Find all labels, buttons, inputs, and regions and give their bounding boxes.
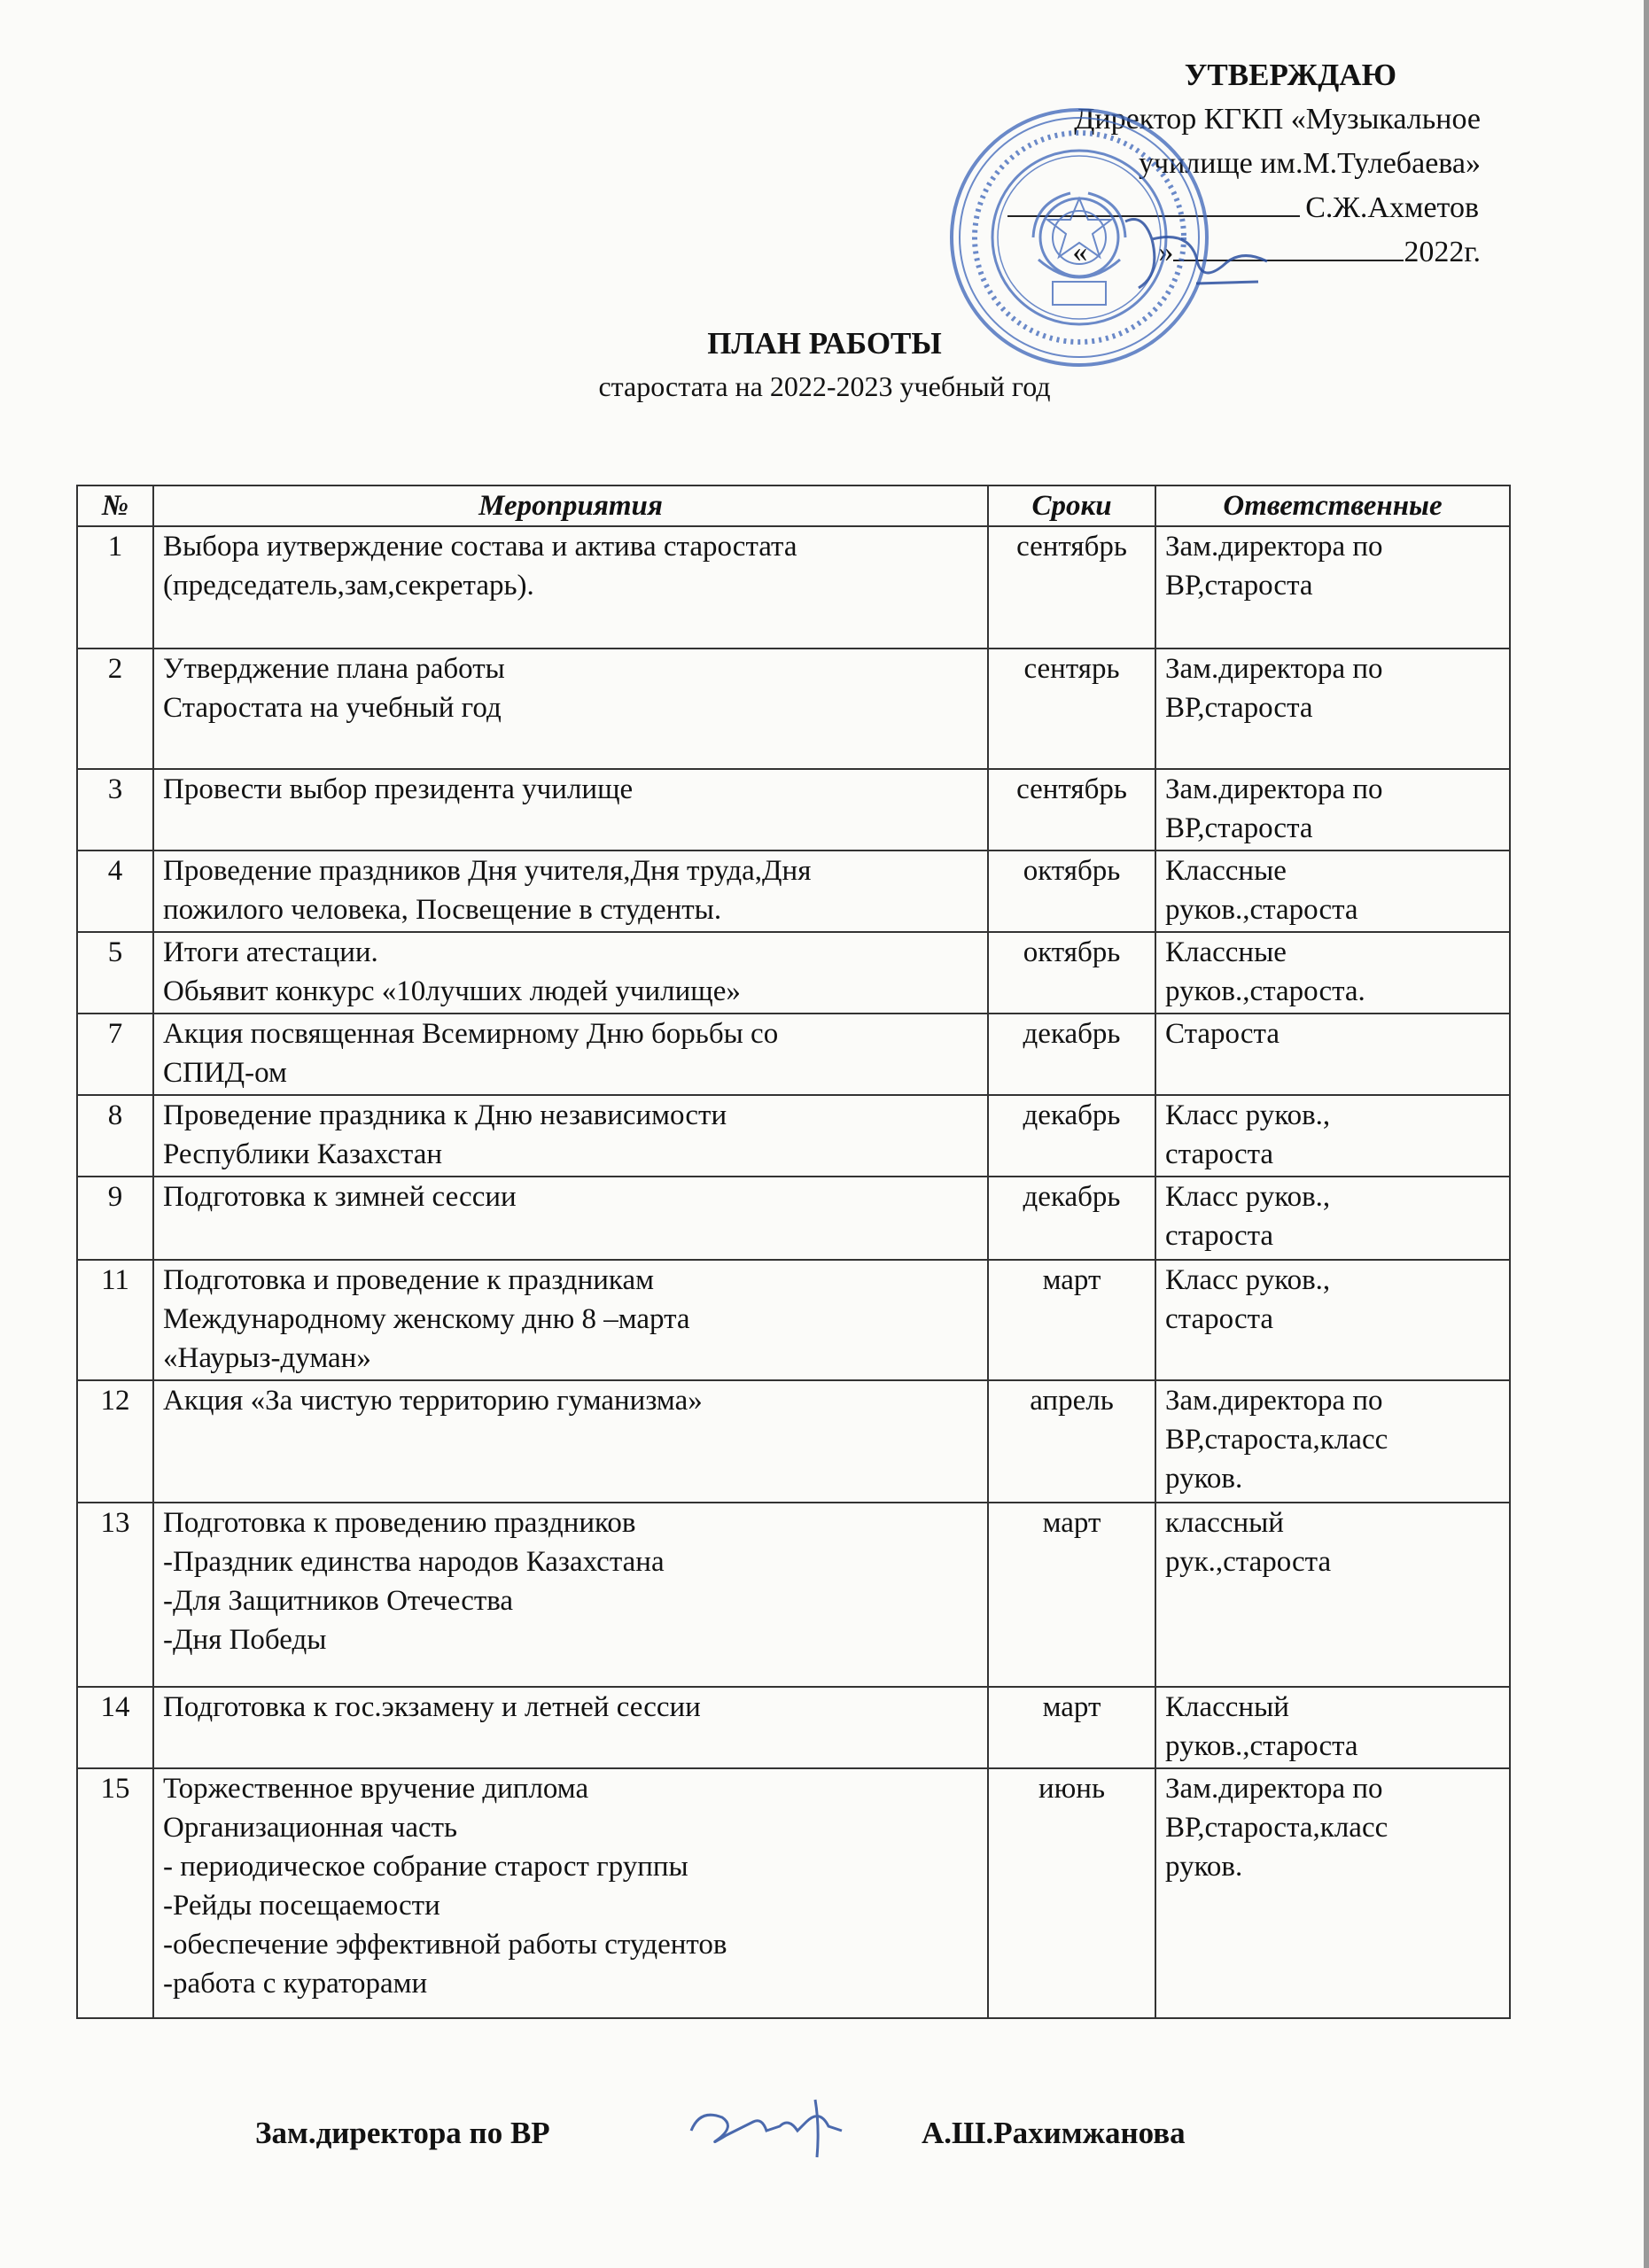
table-row (77, 1260, 1510, 1380)
cell-responsible: Зам.директора по ВР,староста (1155, 769, 1510, 850)
cell-responsible: Староста (1155, 1014, 1510, 1095)
cell-event: Торжественное вручение диплома Организационная часть - периодическое собрание старост группы -Рейды посещаемости -обеспечение эффективной работы студентов -работа с кураторами (153, 1768, 988, 2018)
table-row (77, 1177, 1510, 1260)
cell-responsible: Класс руков., староста (1155, 1260, 1510, 1380)
table-row (77, 1014, 1510, 1095)
cell-num: 13 (77, 1503, 153, 1687)
approval-heading: УТВЕРЖДАЮ (1184, 58, 1396, 92)
cell-num: 2 (77, 649, 153, 769)
cell-responsible: Класс руков., староста (1155, 1177, 1510, 1260)
cell-event: Подготовка и проведение к праздникам Международному женскому дню 8 –марта «Наурыз-думан» (153, 1260, 988, 1380)
cell-term: декабрь (988, 1095, 1155, 1177)
cell-term: сентярь (988, 649, 1155, 769)
deputy-signature (673, 2091, 895, 2162)
cell-responsible: Зам.директора по ВР,староста,класс руков. (1155, 1380, 1510, 1503)
cell-num: 15 (77, 1768, 153, 2018)
approval-director-line: Директор КГКП «Музыкальное (1074, 103, 1481, 136)
cell-num: 9 (77, 1177, 153, 1260)
table-row (77, 649, 1510, 769)
cell-num: 3 (77, 769, 153, 850)
cell-event: Подготовка к проведению праздников -Праздник единства народов Казахстана -Для Защитников Отечества -Дня Победы (153, 1503, 988, 1687)
cell-event: Выбора иутверждение состава и актива старостата (председатель,зам,секретарь). (153, 526, 988, 649)
director-name: С.Ж.Ахметов (1305, 191, 1479, 224)
cell-responsible: Классные руков.,староста. (1155, 932, 1510, 1014)
cell-num: 7 (77, 1014, 153, 1095)
cell-event: Проведение праздника к Дню независимости Республики Казахстан (153, 1095, 988, 1177)
table-header-row (77, 485, 1510, 526)
header-term: Сроки (988, 485, 1155, 526)
title-sub: старостата на 2022-2023 учебный год (598, 370, 1051, 402)
director-signature (1090, 204, 1285, 301)
cell-event: Провести выбор президента училище (153, 769, 988, 850)
cell-num: 12 (77, 1380, 153, 1503)
date-close-quote: » (1158, 236, 1174, 268)
cell-num: 14 (77, 1687, 153, 1768)
cell-responsible: Класс руков., староста (1155, 1095, 1510, 1177)
footer-position: Зам.директора по ВР (255, 2116, 550, 2150)
cell-responsible: Классные руков.,староста (1155, 850, 1510, 932)
cell-term: июнь (988, 1768, 1155, 2018)
cell-event: Утверджение плана работы Старостата на учебный год (153, 649, 988, 769)
cell-term: декабрь (988, 1177, 1155, 1260)
cell-term: октябрь (988, 932, 1155, 1014)
cell-responsible: Зам.директора по ВР,староста,класс руков. (1155, 1768, 1510, 2018)
cell-term: апрель (988, 1380, 1155, 1503)
cell-event: Акция «За чистую территорию гуманизма» (153, 1380, 988, 1503)
cell-term: декабрь (988, 1014, 1155, 1095)
table-row (77, 1503, 1510, 1687)
table-row (77, 1095, 1510, 1177)
table-row (77, 1380, 1510, 1503)
header-event: Мероприятия (153, 485, 988, 526)
header-num: № (77, 485, 153, 526)
approval-school-line: училище им.М.Тулебаева» (1139, 147, 1481, 180)
table-row (77, 1768, 1510, 2018)
title-main: ПЛАН РАБОТЫ (707, 326, 942, 361)
cell-responsible: Зам.директора по ВР,староста (1155, 526, 1510, 649)
table-row (77, 850, 1510, 932)
cell-term: сентябрь (988, 526, 1155, 649)
cell-event: Проведение праздников Дня учителя,Дня труда,Дня пожилого человека, Посвещение в студенты. (153, 850, 988, 932)
table-row (77, 932, 1510, 1014)
cell-event: Подготовка к гос.экзамену и летней сессии (153, 1687, 988, 1768)
cell-event: Итоги атестации. Обьявит конкурс «10лучших людей училище» (153, 932, 988, 1014)
footer-name: А.Ш.Рахимжанова (922, 2116, 1186, 2150)
cell-responsible: Зам.директора по ВР,староста (1155, 649, 1510, 769)
cell-event: Подготовка к зимней сессии (153, 1177, 988, 1260)
cell-term: март (988, 1503, 1155, 1687)
cell-num: 11 (77, 1260, 153, 1380)
date-year: 2022г. (1404, 236, 1481, 268)
cell-num: 5 (77, 932, 153, 1014)
date-open-quote: « (1072, 236, 1088, 268)
cell-term: март (988, 1687, 1155, 1768)
table-row (77, 769, 1510, 850)
cell-num: 4 (77, 850, 153, 932)
cell-responsible: Классный руков.,староста (1155, 1687, 1510, 1768)
work-plan-table (76, 485, 1511, 2019)
cell-term: октябрь (988, 850, 1155, 932)
cell-responsible: классный рук.,староста (1155, 1503, 1510, 1687)
cell-num: 1 (77, 526, 153, 649)
cell-term: сентябрь (988, 769, 1155, 850)
header-responsible: Ответственные (1155, 485, 1510, 526)
cell-num: 8 (77, 1095, 153, 1177)
cell-event: Акция посвященная Всемирному Дню борьбы со СПИД-ом (153, 1014, 988, 1095)
table-row (77, 526, 1510, 649)
cell-term: март (988, 1260, 1155, 1380)
table-row (77, 1687, 1510, 1768)
